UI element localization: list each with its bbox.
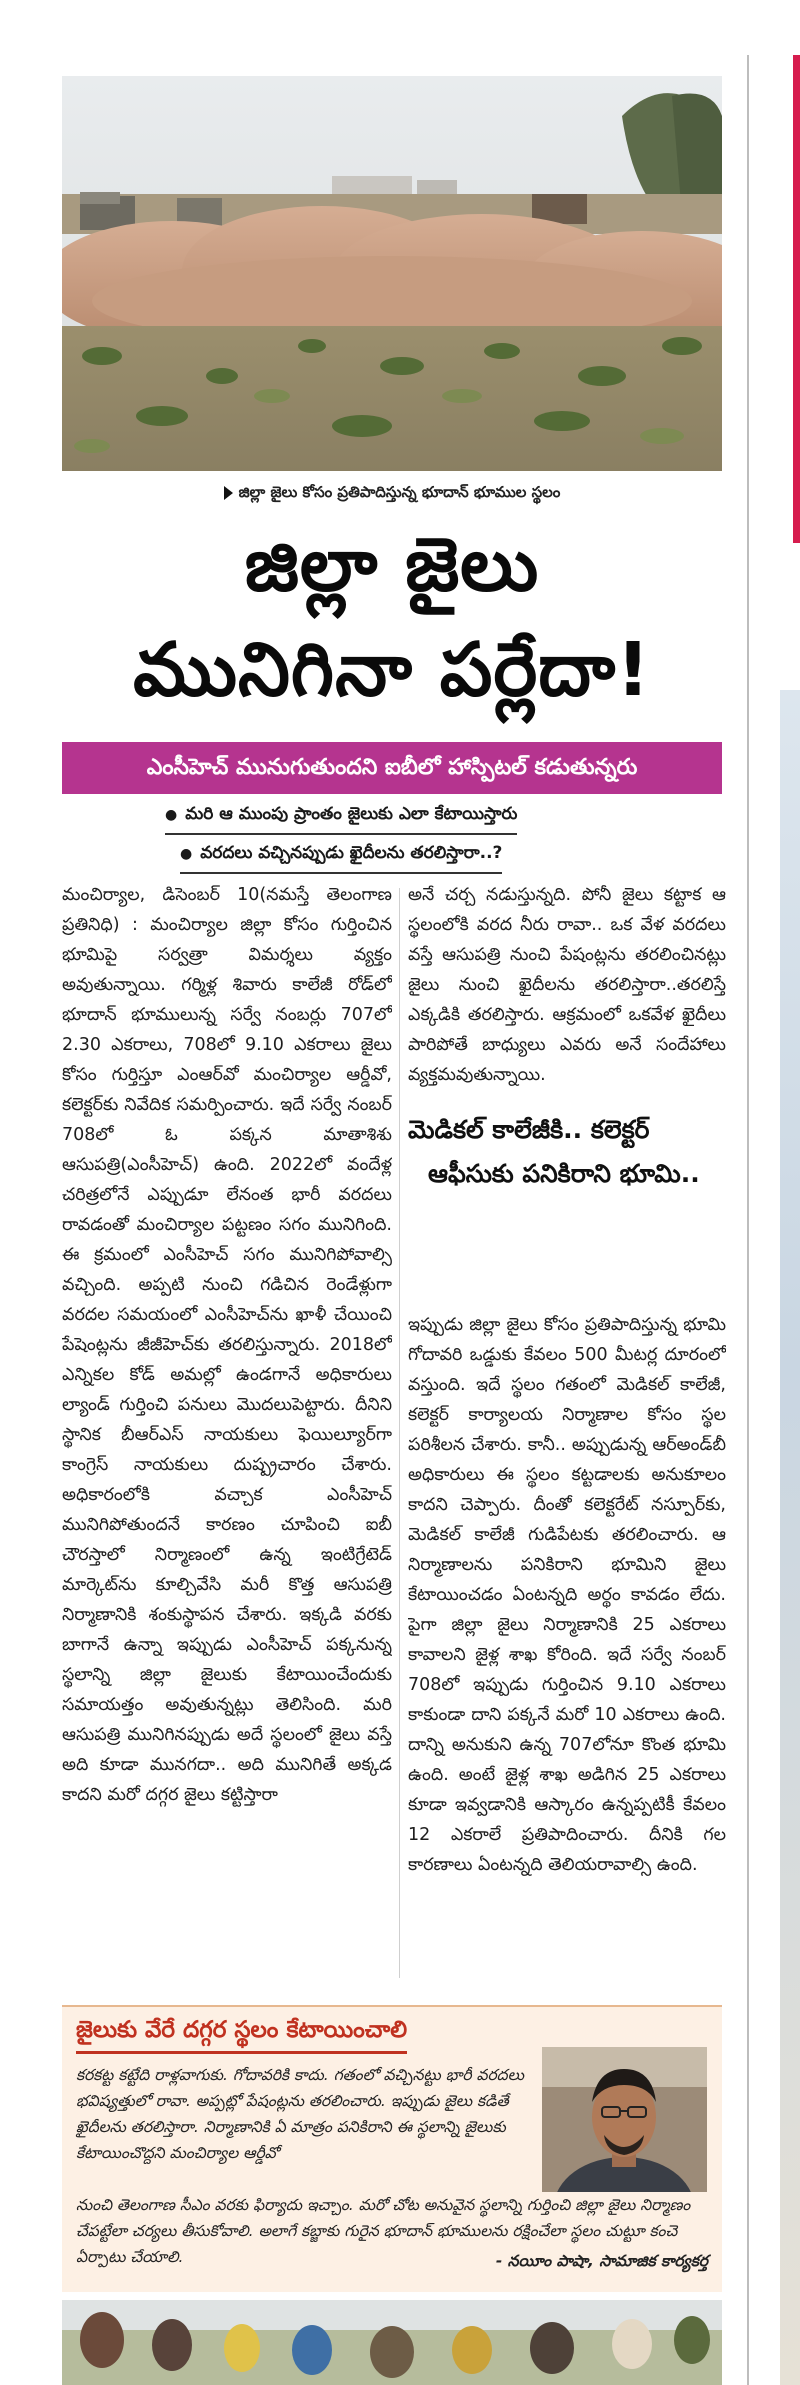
- subheading-line-2: ఆఫీసుకు పనికిరాని భూమి..: [428, 1159, 700, 1188]
- caption-arrow-icon: [224, 486, 233, 500]
- article-paragraph: మంచిర్యాల, డిసెంబర్ 10(నమస్తే తెలంగాణ ప్రతినిధి) : మంచిర్యాల జిల్లా కోసం గుర్తించిన భూమిపై సర్వత్రా విమర్శలు వ్యక్తం అవుతున్నాయి. గర్మిళ్ల శివారు కాలేజీ రోడ్‌లో భూదాన్ భూములున్న సర్వే నంబర్లు 707లో 2.30 ఎకరాలు, 708లో 9.10 ఎకరాలు జైలు కోసం గుర్తిస్తూ ఎంఆర్‌వో మంచిర్యాల ఆర్డీవో, కలెక్టర్‌కు నివేదిక సమర్పించారు. ఇదే సర్వే నంబర్ 708లో ఓ పక్కన మాతాశిశు ఆసుపత్రి(ఎంసీహెచ్) ఉంది. 2022లో వందేళ్ల చరిత్రలోనే ఎప్పుడూ లేనంత భారీ వరదలు రావడంతో మంచిర్యాల పట్టణం సగం మునిగింది. ఈ క్రమంలో ఎంసీహెచ్ సగం మునిగిపోవాల్సి వచ్చింది. అప్పటి నుంచి గడిచిన రెండేళ్లుగా వరదల సమయంలో ఎంసీహెచ్‌ను ఖాళీ చేయించి పేషెంట్లను జీజీహెచ్‌కు తరలిస్తున్నారు. 2018లో ఎన్నికల కోడ్ అమల్లో ఉండగానే అధికారులు ల్యాండ్ గుర్తించి పనులు మొదలుపెట్టారు. దీనిని స్థానిక బీఆర్ఎస్ నాయకులు ఫెయిల్యూర్‌గా కాంగ్రెస్ నాయకులు దుష్ప్రచారం చేశారు. అధికారంలోకి వచ్చాక ఎంసీహెచ్ మునిగిపోతుందనే కారణం చూపించి ఐబీ చౌరస్తాలో నిర్మాణంలో ఉన్న ఇంటిగ్రేటెడ్ మార్కెట్‌ను కూల్చివేసి మరీ కొత్త ఆసుపత్రి నిర్మాణానికి శంకుస్థాపన చేశారు. ఇక్కడి వరకు బాగానే ఉన్నా ఇప్పుడు ఎంసీహెచ్ పక్కనున్న స్థలాన్ని జిల్లా జైలుకు కేటాయించేందుకు సమాయత్తం అవుతున్నట్లు తెలిసింది. మరి ఆసుపత్రి మునిగినప్పుడు అదే స్థలంలో జైలు వస్తే అది కూడా మునగదా.. అది మునిగితే అక్కడ కాదని మరో దగ్గర జైలు కట్టిస్తారా: [62, 885, 392, 1805]
- bullet-point-1: ● మరి ఆ ముంపు ప్రాంతం జైలుకు ఎలా కేటాయిస్తారు: [165, 804, 517, 835]
- headline-line-1: జిల్లా జైలు: [244, 522, 540, 608]
- adjacent-page-edge: [793, 55, 800, 543]
- quote-box-title: జైలుకు వేరే దగ్గర స్థలం కేటాయించాలి: [76, 2017, 407, 2054]
- bottom-photo-strip: [62, 2300, 722, 2385]
- subheadline-banner: ఎంసీహెచ్ మునుగుతుందని ఐబీలో హాస్పిటల్ కడుతున్నరు: [62, 742, 722, 794]
- photo-caption: జిల్లా జైలు కోసం ప్రతిపాదిస్తున్న భూదాన్ భూముల స్థలం: [62, 483, 722, 505]
- column-divider: [399, 888, 400, 1978]
- quote-box: [62, 2005, 722, 2292]
- section-subheading: [408, 1108, 726, 1196]
- bullet-dot-icon: ●: [180, 846, 193, 862]
- article-paragraph: అనే చర్చ నడుస్తున్నది. పోనీ జైలు కట్టాక ఆ స్థలంలోకి వరద నీరు రావా.. ఒక వేళ వరదలు వస్తే ఆసుపత్రి నుంచి పేషంట్లను తరలించినట్లు జైలు నుంచి ఖైదీలను తరలిస్తారా..తరలిస్తే ఎక్కడికి తరలిస్తారు. ఆక్రమంలో ఒకవేళ ఖైదీలు పారిపోతే బాధ్యులు ఎవరు అనే సందేహాలు వ్యక్తమవుతున్నాయి.: [408, 885, 726, 1085]
- bullet-dot-icon: ●: [165, 807, 178, 823]
- article-column-1: [62, 880, 392, 2000]
- adjacent-page-strip: [780, 690, 800, 2385]
- speaker-portrait: [542, 2047, 707, 2192]
- bullet-point-2: ● వరదలు వచ్చినప్పుడు ఖైదీలను తరలిస్తారా..?: [180, 843, 502, 874]
- headline-line-2: మునిగినా పర్లేదా!: [133, 627, 651, 713]
- subheading-line-1: మెడికల్ కాలేజీకి.. కలెక్టర్: [408, 1115, 650, 1144]
- article-column-2-top: [408, 880, 726, 1090]
- land-photo: [62, 76, 722, 471]
- article-paragraph: ఇప్పుడు జిల్లా జైలు కోసం ప్రతిపాదిస్తున్న భూమి గోదావరి ఒడ్డుకు కేవలం 500 మీటర్ల దూరంలో వస్తుంది. ఇదే స్థలం గతంలో మెడికల్ కాలేజీ, కలెక్టర్ కార్యాలయ నిర్మాణాల కోసం స్థల పరిశీలన చేశారు. కానీ.. అప్పుడున్న ఆర్అండ్‌బీ అధికారులు ఈ స్థలం కట్టడాలకు అనుకూలం కాదని చెప్పారు. దీంతో కలెక్టరేట్ నస్పూర్‌కు, మెడికల్ కాలేజీ గుడిపేటకు తరలించారు. ఆ నిర్మాణాలను పనికిరాని భూమిని జైలు కేటాయించడం ఏంటన్నది అర్థం కావడం లేదు. పైగా జిల్లా జైలు నిర్మాణానికి 25 ఎకరాలు కావాలని జైళ్ల శాఖ కోరింది. ఇదే సర్వే నంబర్ 708లో ఇప్పుడు గుర్తించిన 9.10 ఎకరాలు కాకుండా దాని పక్కనే మరో 10 ఎకరాలు ఉంది. దాన్ని అనుకుని ఉన్న 707లోనూ కొంత భూమి ఉంది. అంటే జైళ్ల శాఖ అడిగిన 25 ఎకరాలు కూడా ఇవ్వడానికి ఆస్కారం ఉన్నప్పటికీ కేవలం 12 ఎకరాలే ప్రతిపాదించారు. దీనికి గల కారణాలు ఏంటన్నది తెలియరావాల్సి ఉంది.: [408, 1315, 726, 1875]
- quote-text-1: కరకట్ట కట్టేది రాళ్లవాగుకు. గోదావరికి కాదు. గతంలో వచ్చినట్టు భారీ వరదలు భవిష్యత్తులో రావా. అప్పట్లో పేషంట్లను తరలించారు. ఇప్పుడు జైలు కడితే ఖైదీలను తరలిస్తారా. నిర్మాణానికి ఏ మాత్రం పనికిరాని ఈ స్థలాన్ని జైలుకు కేటాయించొద్దని మంచిర్యాల ఆర్డీవో: [76, 2066, 524, 2162]
- article-column-2-bottom: [408, 1310, 726, 2000]
- quote-attribution: - నయీం పాషా, సామాజిక కార్యకర్త: [495, 2252, 708, 2270]
- quote-text-2: నుంచి తెలంగాణ సీఎం వరకు ఫిర్యాదు ఇచ్చాం. మరో చోట అనువైన స్థలాన్ని గుర్తించి జిల్లా జైలు నిర్మాణం చేపట్టేలా చర్యలు తీసుకోవాలి. అలాగే కబ్జాకు గురైన భూదాన్ భూములను రక్షించేలా స్థలం చుట్టూ కంచె ఏర్పాటు చేయాలి.: [76, 2196, 691, 2266]
